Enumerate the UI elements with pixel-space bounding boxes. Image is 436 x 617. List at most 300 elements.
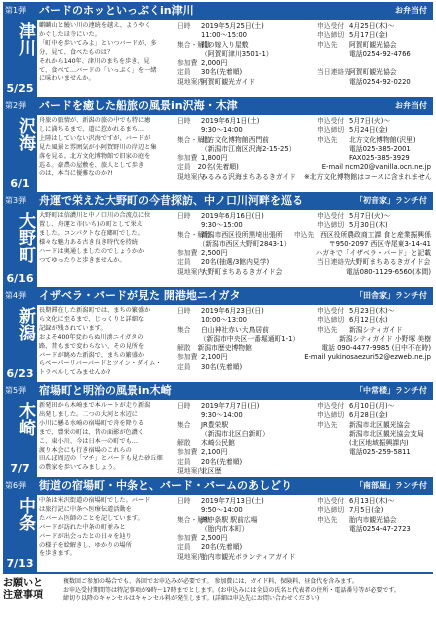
event-town: 中条 [15,497,35,531]
event-town: 新潟 [15,307,35,341]
detail-label-2 [317,363,345,372]
detail-row [177,240,431,249]
detail-label-2: 申込締切 [317,316,345,325]
detail-row [177,316,431,325]
detail-label-2: 申込先 [317,515,338,524]
detail-label-2 [317,50,345,59]
description-line: まで、豊栄の町は、昔の面影が色濃く [39,428,145,436]
detail-row [177,430,431,439]
description-line: て、食べて…バードの「いっぷく」を一緒 [39,66,157,74]
event-number: 第4弾 [5,291,27,300]
detail-value: （新潟市中央区一番堀通町1-1） [199,334,300,343]
detail-value: 10:00～13:00 [201,316,247,325]
event-town: 大野町 [15,212,35,263]
detail-value: （胎内市本町） [201,524,249,533]
detail-label: 参加費 [177,154,198,163]
detail-value-2: 胎内市観光協会 [349,515,397,524]
event-date: 6/23 [6,367,34,380]
detail-label-2 [317,525,345,534]
detail-value: 北方文化博物館西門前 [201,135,269,144]
event-town: 津川 [15,22,35,56]
description-line: バードが出会ったとの日々を辿り [39,532,132,540]
detail-value: 9:30～14:00 [201,126,243,135]
detail-label [177,506,197,515]
event-description [39,402,177,475]
detail-value-2: 5月24日(金) [349,126,388,135]
detail-label: 日時 [177,497,191,505]
event-section-3 [3,192,433,287]
detail-value-2: 西区役所農政商工課 食と産業振興係 [320,230,431,239]
detail-label-2 [281,353,300,362]
detail-value-2: 5月7日(火)～ [349,212,391,220]
detail-label-2: 申込先 [317,135,338,144]
detail-row [177,458,431,467]
detail-value: （阿賀町津川3501-1） [201,49,273,58]
detail-label [177,335,196,344]
event-description [39,22,177,95]
detail-row [177,212,431,221]
detail-label: 参加費 [177,448,198,457]
detail-label [177,411,197,420]
detail-label: 定員 [177,457,191,466]
detail-value: 1,800円 [201,154,228,163]
event-location-panel [3,210,37,287]
detail-value-2 [349,553,431,562]
detail-value-2: 5月7日(火)～ [349,117,391,125]
detail-value-2 [349,534,431,543]
event-date: 5/25 [6,82,34,95]
detail-label-2: 申込先 [317,325,338,334]
detail-value-2: 6月10日(月)～ [349,402,395,410]
detail-label [177,145,197,154]
event-header [3,97,433,115]
description-line: 記録が残されています。 [39,324,107,332]
description-line: それから140年、津川のまちを歩き、見 [39,57,150,65]
detail-value: 大野町まちあるきガイド会 [201,267,283,276]
description-line: 小川に懸る水崎の宿場町で舟を降りる [39,419,145,427]
description-line: 渡り本会にも行き宿場のこれらの [39,446,132,454]
event-date: 7/7 [10,462,30,475]
detail-row [177,353,431,362]
event-description [39,212,177,285]
detail-value-2: 電話0254-92-4766 [349,49,411,58]
detail-label: 日時 [177,307,191,315]
detail-label: 現地案内 [177,552,205,561]
detail-row [177,117,431,126]
detail-row [177,363,431,372]
detail-value: （新潟市西区大野町2843-1） [198,239,291,248]
detail-label: 集合・解散 [177,135,211,144]
detail-label-2 [317,154,345,163]
detail-value: 2019年6月23日(日) [201,307,264,315]
detail-label-2 [317,543,345,552]
detail-label: 日時 [177,212,191,220]
detail-value: 2,500円 [201,534,228,543]
detail-value: 北区歴 [201,467,222,476]
notes-line: お申込受付期間等は特記事項が9時～17時までとします。(お申込みには全員の氏名と代表者の住所・電話番号等が必要です。 [63,586,400,594]
detail-row [177,258,431,267]
detail-label [177,31,197,40]
event-details [177,307,431,380]
detail-row [177,78,431,87]
detail-label: 定員 [177,68,191,77]
detail-value-2: ハガキで「イザベラ・バード」と記載 [315,249,431,258]
description-line: 分、見て、食べたものは？ [39,48,114,56]
detail-row [177,68,431,77]
event-title: バードを癒した船旅の風景in沢海・木津 [39,99,238,112]
detail-row [177,50,431,59]
detail-value-2: 新潟シティガイド [349,325,403,334]
detail-value: 20名(先着順) [197,163,239,172]
event-section-1 [3,2,433,97]
event-badge: 「中常楼」ランチ付 [355,386,427,395]
event-title: イザベラ・バードが見た 開港地ニイガタ [39,289,241,302]
event-location-panel [3,305,37,382]
detail-value-2 [349,467,431,476]
detail-value: 白山神社赤い大鳥居前 [201,325,269,334]
detail-row [177,31,431,40]
description-line: およそ400年変わらぬ川湊ニイガタの [39,333,144,341]
detail-value: みるみる沢海まちあるきガイド [201,172,296,181]
description-line: 路、昔もまで変わらない、その見所を [39,342,145,350]
detail-value-2: 新潟市北区観光協会 [349,420,411,429]
event-details [177,117,431,190]
detail-value-2: 大野町まちあるきガイド会 [349,258,431,267]
detail-label: 集合 [177,325,191,334]
event-number: 第3弾 [5,196,27,205]
detail-value: （新潟市北区白新町） [201,429,269,438]
detail-value-2: 阿賀町観光協会 [349,68,397,77]
detail-value-2: 6月28日(金) [349,411,388,420]
detail-value: 新潟市歴史博物館 [197,344,252,353]
detail-label-2: 当日連絡先 [317,258,351,267]
event-date: 6/16 [6,272,34,285]
description-line: 巡る。豪農の屋敷を、旅人として歩き [39,161,145,169]
description-line: 落を見る。北方文化博物館で旧家の庭を [39,152,151,160]
detail-value-2: E-mail ncm20@vanilla.ocn.ne.jp [321,163,431,172]
detail-value-2: 電話 090-4477-9985 (日中不在時) [321,344,431,353]
description-line: 麒麟山と鰻い川の連続を越え、ようやく [39,22,151,29]
event-section-2 [3,97,433,192]
detail-value-2: 6月13日(木)～ [349,497,395,505]
description-line: 新発田から木崎まで本ルートが走り新潟 [39,402,151,409]
detail-row [177,41,431,50]
description-line: たバーム医師のことを記しています。 [39,514,144,522]
detail-value-2: 阿賀町観光協会 [349,40,397,49]
detail-value-2: 新潟シティガイド 小野塚 美樹 [339,334,431,343]
detail-value: 2019年6月16日(日) [201,212,264,220]
notes-title [3,578,59,602]
detail-label-2 [290,249,311,258]
detail-value: 2,100円 [201,353,228,362]
event-town: 木崎 [15,402,35,436]
detail-label: 現地案内 [177,467,205,476]
detail-row [177,402,431,411]
notes-body [63,578,433,604]
notes-title-line: お願いと [3,578,43,589]
detail-row [177,136,431,145]
detail-value-2: 新潟市北区観光協会支局 [349,429,424,438]
detail-label: 定員 [177,258,191,267]
detail-label: 日時 [177,402,191,410]
detail-label-2 [317,534,345,543]
detail-value: 11:00～15:00 [201,31,247,40]
detail-value: 2019年7月13日(土) [201,497,264,505]
detail-value: 2,000円 [201,59,228,68]
detail-value: （新潟市江南区沢海2-15-25） [201,144,296,153]
event-location-panel [3,115,37,192]
detail-row [177,553,431,562]
event-description [39,497,177,570]
detail-row [177,543,431,552]
detail-value-2: E-mail yukinosaezuri52@ezweb.ne.jp [304,353,431,362]
description-line: しに満ちるまで、道に惹かれるまち… [39,125,145,133]
detail-value: 20名(先着順) [201,457,243,466]
detail-label: 定員 [177,543,191,552]
event-number: 第2弾 [5,101,27,110]
event-header [3,287,433,305]
detail-value-2: (北区地域振興課内) [349,439,409,448]
event-header [3,477,433,495]
description-line: つてゆったりと歩きませんか。 [39,256,126,264]
detail-value-2: 7月5日(金) [349,506,384,515]
detail-row [177,516,431,525]
detail-label: 日時 [177,22,191,30]
event-date: 7/13 [6,557,34,570]
event-title: 街道の宿場町・中条と、バード・バームのあしどり [39,479,292,492]
event-header [3,382,433,400]
detail-label [177,525,197,534]
detail-row [177,307,431,316]
detail-value: 2019年5月25日(土) [201,22,264,30]
detail-label: 参加費 [177,249,198,258]
detail-row [177,326,431,335]
detail-label-2 [317,458,345,467]
detail-label: 定員 [177,163,191,172]
detail-label: 解散 [177,439,191,448]
detail-row [177,126,431,135]
description-line: 大野町は信濃川と中ノ口川の合流点に位 [39,212,151,219]
description-line: ました。コンパクトな在郷町でした。 [39,229,144,237]
detail-value: 9:30～14:00 [201,411,243,420]
description-line: を歩きます。 [39,550,76,558]
detail-value: JR豊栄駅 [201,420,229,429]
detail-label: 参加費 [177,59,198,68]
detail-row [177,344,431,353]
detail-value-2: 5月23日(木)～ [349,307,395,315]
description-line: かぐしたほ寺にいた。 [39,30,101,38]
detail-value: 2,100円 [201,448,228,457]
event-title: 舟運で栄えた大野町の今昔探訪、中ノ口川河畔を巡る [39,194,303,207]
detail-row [177,145,431,154]
detail-value-2: 4月25日(木)～ [349,22,395,30]
description-line: バードが訪れた中条の町並みと [39,523,126,531]
detail-value-2: 5月17日(金) [349,31,388,40]
notes-line: 複数回ご参加の場合でも、各回でお申込みが必要です。 参加費には、ガイド料、保険料、昼食代を含みます。 [63,578,358,585]
detail-value-2 [349,363,431,372]
description-line: の農家を歩いてみましょう。 [39,464,120,472]
description-line: 田んぼ周辺の「マチ」とバードも見た砂丘畑 [39,455,163,463]
detail-label-2 [309,335,335,344]
detail-row [177,173,431,182]
event-location-panel [3,495,37,572]
detail-value: 木崎公民館 [201,439,235,448]
detail-label-2: 申込先 [293,230,315,239]
event-badge: 「南部屋」ランチ付 [355,481,427,490]
detail-label-2 [317,553,345,562]
detail-row [177,411,431,420]
detail-row [177,163,431,172]
detail-value-2: 電話025-385-2001 [349,144,411,153]
event-number: 第6弾 [5,481,27,490]
detail-label-2: 申込締切 [317,31,345,40]
detail-row [177,506,431,515]
event-details [177,497,431,570]
detail-row [177,268,431,277]
event-header [3,192,433,210]
event-town: 沢海 [15,117,35,151]
description-line: 長期滞在した新潟町では、まちの繁盛か [39,307,151,314]
detail-value-2: 電話0254-47-2723 [349,524,411,533]
detail-label-2 [317,145,345,154]
detail-label-2: 当日連絡先 [317,68,351,77]
detail-row [177,497,431,506]
description-line: らペーパーリバーバードとツイン・ダイム・ [39,360,162,368]
detail-row [177,22,431,31]
detail-label-2: 申込先 [317,40,338,49]
detail-label: 現地案内 [177,77,205,86]
detail-label-2: 申込受付 [317,307,345,315]
detail-label: 集合・解散 [177,515,211,524]
detail-label-2: 申込受付 [317,212,345,220]
description-line: 舟旅の旅情が、新潟の旅の中でも特に癒 [39,117,151,124]
detail-label-2: 申込先 [317,420,338,429]
detail-label: 参加費 [177,534,198,543]
detail-row [177,221,431,230]
description-line: 「町中を歩いてみよ」といつバードが、多 [39,39,157,47]
event-details [177,212,431,285]
detail-value: 30名(先着順) [201,68,243,77]
detail-label: 参加費 [177,353,198,362]
description-line: は旅行記に中条へ医療伝道活動を [39,505,132,513]
detail-label-2: 申込締切 [317,506,345,515]
notes-line: 締切り以降のキャンセルはキャンセル料が発生します。(詳細は申込先にお問い合わせください) [63,595,320,602]
detail-value: 20名(先着順) [201,543,243,552]
detail-label-2: 申込締切 [317,411,345,420]
detail-label-2 [300,240,324,249]
detail-value-2: FAX025-385-3929 [349,154,410,163]
detail-label: 定員 [177,362,191,371]
detail-row [177,448,431,457]
detail-label-2: 申込受付 [317,117,345,125]
detail-label [177,430,197,439]
detail-value: 狐の嫁入り屋敷 [201,40,249,49]
detail-value: 9:30～15:00 [201,221,243,230]
event-date: 6/1 [10,177,30,190]
detail-value: 2019年7月7日(日) [201,402,260,410]
detail-label: 集合 [177,420,191,429]
detail-label-2 [317,78,345,87]
description-line: 見た風景と雰囲気が小阿賀野川の岸辺と集 [39,143,157,151]
detail-value: 20名(抽選/3館内見学) [201,258,270,267]
detail-label-2 [294,344,317,353]
event-badge: お弁当付 [395,101,427,110]
detail-label-2 [317,467,345,476]
detail-label-2 [294,163,317,172]
detail-value: JR中条駅 駅前広場 [201,515,258,524]
notes-section [3,572,433,615]
detail-value: 胎内市観光ボランティアガイド [201,552,296,561]
detail-value-2: 電話0254-92-0220 [349,77,411,86]
description-line: 中条は米沢街道の宿場町でした。バード [39,497,151,504]
detail-value-2: 電話080-1129-6560(本間) [346,267,431,276]
detail-value: 9:50～14:00 [201,506,243,515]
description-line: ら文化に至るまで、じっくりと詳細な [39,315,145,323]
notes-title-line: 注意事項 [3,590,43,601]
event-section-6 [3,477,433,572]
event-number: 第1弾 [5,6,27,15]
detail-label-2: 申込受付 [317,22,345,30]
detail-label [177,221,197,230]
description-line: 出発しました。二つの大河と水辺に [39,410,138,418]
description-line: バードが眺めた新潟で、まちの繁盛か [39,351,145,359]
description-line: ハードは奥通しましたのでしょうかか [39,247,145,255]
detail-row [177,231,431,240]
detail-value-2: 〒950-2097 西区寺尾東3-14-41 [328,239,431,248]
detail-value: 2019年6月1日(土) [201,117,260,125]
detail-label: 日時 [177,117,191,125]
event-location-panel [3,400,37,477]
event-description [39,307,177,380]
description-line: 置し、舟運と市(いち)の町として栄え [39,220,143,228]
detail-value-2 [349,543,431,552]
detail-label-2 [315,268,342,277]
description-line: のは、本当に優雅なのか?! [39,170,113,178]
detail-value: 新潟市西区役所黒埼出張所 [201,230,283,239]
detail-label-2: 申込締切 [317,221,345,230]
detail-value-2: 6月12日(水) [349,316,388,325]
description-line: トラベルしてみませんか? [39,369,111,377]
detail-value: 30名(先着順) [201,362,243,371]
event-location-panel [3,20,37,97]
event-header [3,2,433,20]
detail-label [177,50,197,59]
detail-label [177,240,194,249]
detail-label [177,126,197,135]
detail-value: 2,500円 [201,249,228,258]
detail-label: 解散 [177,344,191,353]
detail-label-2 [317,430,345,439]
event-badge: 「田舎家」ランチ付 [355,291,427,300]
detail-label: 現地案内 [177,267,205,276]
detail-value-2 [349,458,431,467]
detail-label-2: 申込締切 [317,126,345,135]
event-badge: お弁当付 [395,6,427,15]
description-line: 様々な魅力ある古き良き時代を持続 [39,238,138,246]
detail-value-2: ※北方文化博物館はコースに含まれません [303,172,432,181]
detail-label: 集合・解散 [177,40,211,49]
event-details [177,402,431,475]
event-description [39,117,177,190]
description-line: の様子を絵解きし、ゆかりの場所 [39,541,132,549]
detail-row [177,525,431,534]
detail-value-2: 5月30日(木) [349,221,388,230]
detail-row [177,421,431,430]
event-section-4 [3,287,433,382]
event-details [177,22,431,95]
detail-label-2: 申込受付 [317,402,345,410]
detail-label: 集合・解散 [177,230,211,239]
